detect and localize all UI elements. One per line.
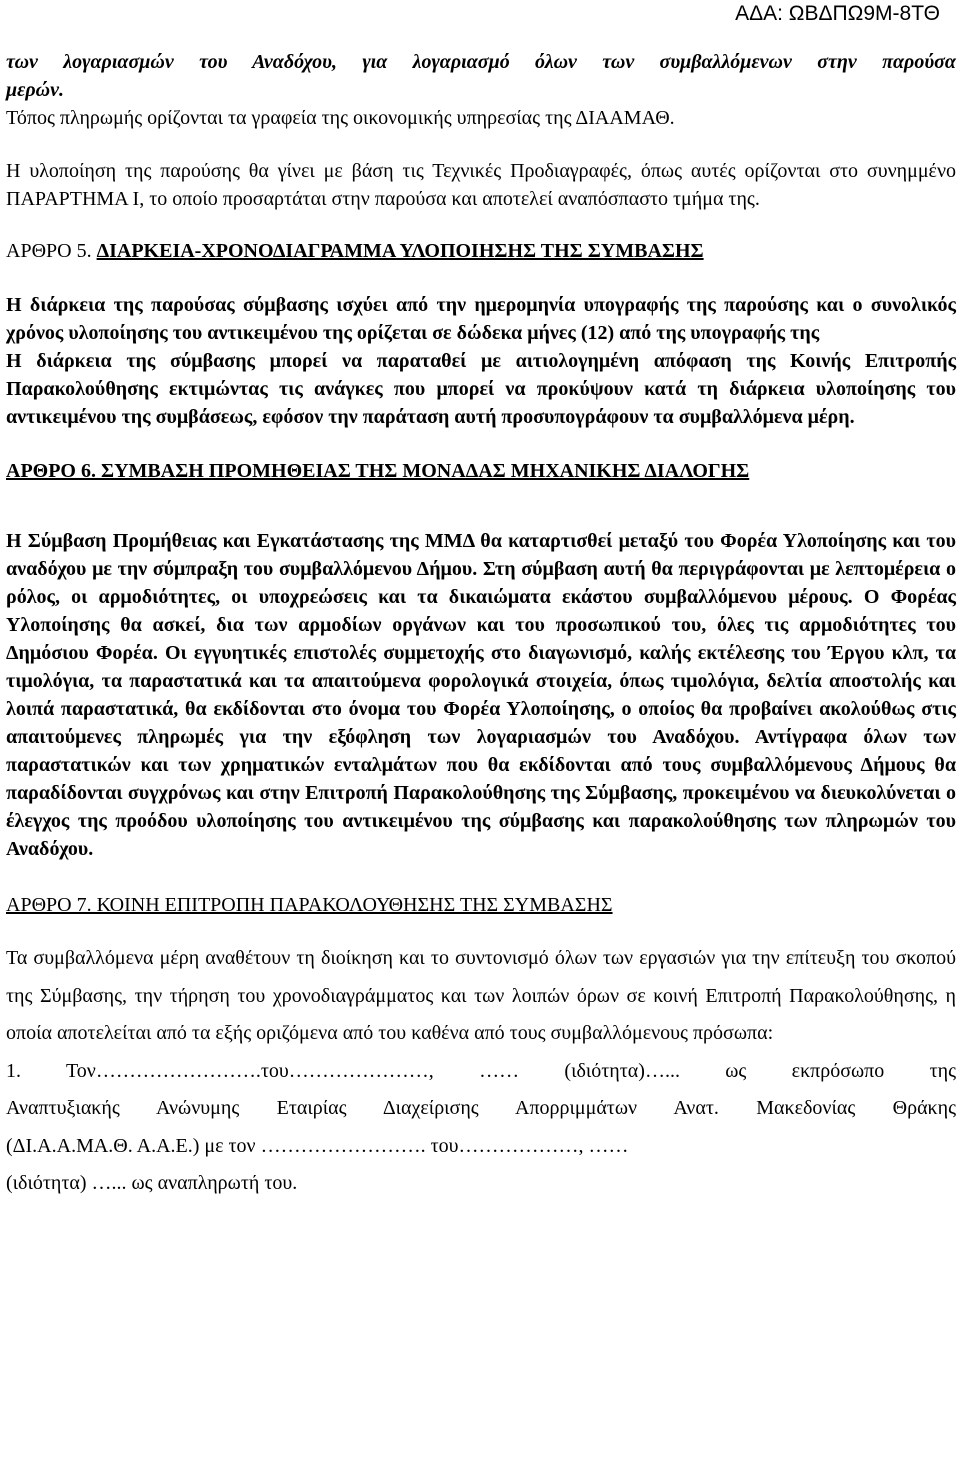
document-page	[6, 48, 956, 1203]
member-item-1-line-4: (ιδιότητα) …... ως αναπληρωτή του.	[6, 1172, 298, 1194]
member-item-1-line-1: 1. Τον…………………….του…………………, …… (ιδιότητα)…... ως εκπρόσωπο της	[6, 1059, 956, 1082]
article6-heading	[6, 457, 956, 485]
ada-code: ΑΔΑ: ΩΒΔΠΩ9Μ-8ΤΘ	[735, 2, 940, 25]
member-item-1-line-3: (ΔΙ.Α.Α.ΜΑ.Θ. Α.Α.Ε.) με τον ……………………. του………………, ……	[6, 1134, 629, 1157]
implementation-paragraph: Η υλοποίηση της παρούσης θα γίνει με βάση τις Τεχνικές Προδιαγραφές, όπως αυτές ορίζονται στο συνημμένο ΠΑΡΑΡΤΗΜΑ Ι, το οποίο προσαρτάται στην παρούσα και αποτελεί αναπόσπαστο τμήμα της.	[6, 160, 956, 210]
article5-title: ΔΙΑΡΚΕΙΑ-ΧΡΟΝΟΔΙΑΓΡΑΜΜΑ ΥΛΟΠΟΙΗΣΗΣ ΤΗΣ ΣΥΜΒΑΣΗΣ	[96, 240, 704, 262]
intro-line-2: μερών.	[6, 79, 64, 101]
member-item-1-line-2: Αναπτυξιακής Ανώνυμης Εταιρίας Διαχείρισης Απορριμμάτων Ανατ. Μακεδονίας Θράκης	[6, 1097, 956, 1119]
article7-title: ΑΡΘΡΟ 7. ΚΟΙΝΗ ΕΠΙΤΡΟΠΗ ΠΑΡΑΚΟΛΟΥΘΗΣΗΣ ΤΗΣ ΣΥΜΒΑΣΗΣ	[6, 894, 613, 916]
article7-member-list	[6, 1053, 956, 1203]
article6-paragraph: Η Σύμβαση Προμήθειας και Εγκατάστασης της ΜΜΔ θα καταρτισθεί μεταξύ του Φορέα Υλοποίησης και του αναδόχου με την σύμπραξη του συμβαλλόμενου Δήμου. Στη σύμβαση αυτή θα περιγράφονται με λεπτομέρεια ο ρόλος, οι αρμοδιότητες, οι υποχρεώσεις και τα δικαιώματα εκάστου συμβαλλόμενου μέρους. Ο Φορέας Υλοποίησης θα ασκεί, δια των αρμοδίων οργάνων και του προσωπικού του, όλες τις αρμοδιότητες του Δημόσιου Φορέα. Οι εγγυητικές επιστολές συμμετοχής στο διαγωνισμό, καλής εκτέλεσης του Έργου κλπ, τα τιμολόγια, τα παραστατικά και τα απαιτούμενα φορολογικά στοιχεία, όπως τιμολόγια, δελτία αποστολής και λοιπά παραστατικά, θα εκδίδονται στο όνομα του Φορέα Υλοποίησης, ο οποίος θα προβαίνει ακολούθως στις απαιτούμενες πληρωμές για την εξόφληση των λογαριασμών του Αναδόχου. Αντίγραφα όλων των παραστατικών και των χρηματικών ενταλμάτων που θα εκδίδονται από τους συμβαλλόμενους Δήμους θα παραδίδονται συγχρόνως και στην Επιτροπή Παρακολούθησης της Σύμβασης, προκειμένου να διευκολύνεται ο έλεγχος της προόδου υλοποίησης του αντικειμένου της σύμβασης και παρακολούθησης των πληρωμών του Αναδόχου.	[6, 530, 956, 860]
article7-heading	[6, 891, 956, 919]
article7-paragraph: Τα συμβαλλόμενα μέρη αναθέτουν τη διοίκηση και το συντονισμό όλων των εργασιών για την επίτευξη του σκοπού της Σύμβασης, την τήρηση του χρονοδιαγράμματος και των λοιπών όρων σε κοινή Επιτροπή Παρακολούθησης, η οποία αποτελείται από τα εξής οριζόμενα από του καθένα από τους συμβαλλόμενους πρόσωπα:	[6, 947, 956, 1044]
intro-line-1: των λογαριασμών του Αναδόχου, για λογαριασμό όλων των συμβαλλόμενων στην παρούσα	[6, 51, 956, 73]
intro-line-3: Τόπος πληρωμής ορίζονται τα γραφεία της οικονομικής υπηρεσίας της ΔΙΑΑΜΑΘ.	[6, 107, 675, 129]
intro-block	[6, 48, 956, 132]
article6-title: ΑΡΘΡΟ 6. ΣΥΜΒΑΣΗ ΠΡΟΜΗΘΕΙΑΣ ΤΗΣ ΜΟΝΑΔΑΣ ΜΗΧΑΝΙΚΗΣ ΔΙΑΛΟΓΗΣ	[6, 460, 750, 482]
article5-number: ΑΡΘΡΟ 5.	[6, 240, 92, 262]
article5-paragraph-2: Η διάρκεια της σύμβασης μπορεί να παραταθεί με αιτιολογημένη απόφαση της Κοινής Επιτροπής Παρακολούθησης εκτιμώντας τις ανάγκες που μπορεί να προκύψουν κατά τη διάρκεια υλοποίησης του αντικειμένου της συμβάσεως, εφόσον την παράταση αυτή προσυπογράφουν τα συμβαλλόμενα μέρη.	[6, 350, 956, 428]
article5-paragraph-1: Η διάρκεια της παρούσας σύμβασης ισχύει από την ημερομηνία υπογραφής της παρούσης και ο συνολικός χρόνος υλοποίησης του αντικειμένου της ορίζεται σε δώδεκα μήνες (12) από της υπογραφής της	[6, 294, 956, 344]
article5-heading	[6, 237, 956, 265]
